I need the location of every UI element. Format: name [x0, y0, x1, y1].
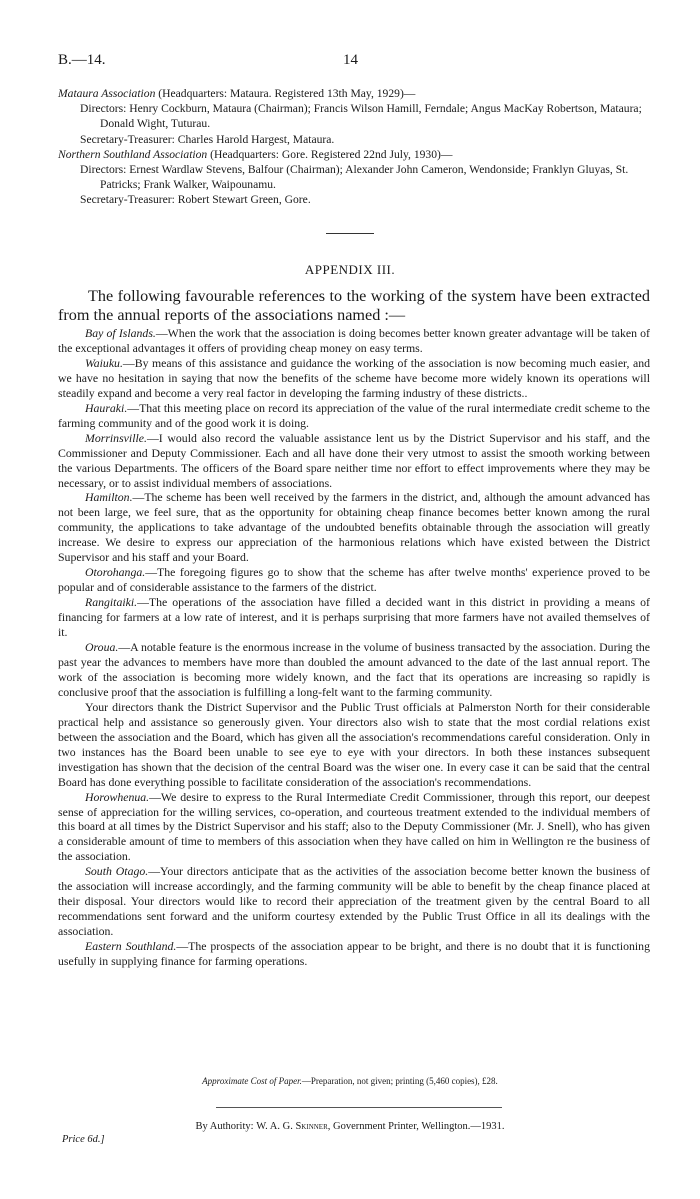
reference-paragraph: Waiuku.—By means of this assistance and guidance the working of the association is now becoming much easier, and we have no hesitation in saying that now the benefits of the scheme have become more widely known its operations will steadily expand and become a very real factor in developing the farming industry of these districts.. — [58, 355, 650, 400]
reference-paragraph: Eastern Southland.—The prospects of the association appear to be bright, and there is no doubt that it is functioning usefully in supplying finance for farming operations. — [58, 939, 650, 969]
reference-paragraph: Your directors thank the District Supervisor and the Public Trust officials at Palmerston North for their considerable practical help and assistance so generously given. Your directors also wish to state that the most cordial relations exist between the association and the Board, which has given all the association's recommendations careful consideration. Only in two instances has the Board been unable to see eye to eye with your directors. In both these instances subsequent investigation has shown that the decision of the central Board was the wiser one. In every case it can be said that the central Board has done everything possible to facilitate consideration of the association's recommendations. — [58, 699, 650, 789]
association-listings — [58, 86, 653, 208]
page-number: 14 — [343, 52, 358, 68]
printer-authority-line: By Authority: W. A. G. Skinner, Government Printer, Wellington.—1931. — [195, 1121, 505, 1132]
price-label: Price 6d.] — [62, 1134, 105, 1145]
report-reference: B.—14. — [58, 52, 106, 68]
reference-paragraph: Bay of Islands.—When the work that the association is doing becomes better known greater advantage will be taken of the exceptional advantages it offers of providing cheap money on easy terms. — [58, 326, 650, 355]
reference-paragraph: Hamilton.—The scheme has been well received by the farmers in the district, and, although the amount advanced has not been large, we feel sure, that as the opportunity for obtaining cheap finance becomes better known among the rural community, the applications to take advantage of the undoubted benefits obtainable through the association will greatly increase. We desire to express our appreciation of the harmonious relations which have existed between the District Supervisor and his staff and your Board. — [58, 490, 650, 565]
reference-paragraph: Oroua.—A notable feature is the enormous increase in the volume of business transacted by the association. During the past year the advances to members have more than doubled the amount advanced to the date of the last annual report. The work of the association is becoming more widely known, and the fact that its operations are increasing so rapidly is conclusive proof that the association is fulfilling a long-felt want to the farming community. — [58, 640, 650, 699]
reference-paragraph: South Otago.—Your directors anticipate that as the activities of the association become better known the business of the association will increase accordingly, and the farming community will be able to benefit by the cheap finance placed at their disposal. Your directors would like to record their appreciation of the treatment given by the central Board to all recommendations sent forward and the uniform courtesy extended by the Public Trust Office in all its dealings with the association. — [58, 864, 650, 939]
association-directors-northern-southland: Directors: Ernest Wardlaw Stevens, Balfour (Chairman); Alexander John Cameron, Wendonside; Franklyn Gluyas, St. Patricks; Frank Walker, Waipounamu. — [80, 163, 629, 192]
reference-paragraph: Otorohanga.—The foregoing figures go to show that the scheme has after twelve months' experience proved to be popular and of considerable assistance to the farmers of the district. — [58, 565, 650, 595]
association-secretary-mataura: Secretary-Treasurer: Charles Harold Hargest, Mataura. — [80, 132, 335, 146]
cost-of-paper-note: Approximate Cost of Paper.—Preparation, not given; printing (5,460 copies), £28. — [202, 1076, 498, 1086]
reference-paragraph: Rangitaiki.—The operations of the association have filled a decided want in this district in providing a means of financing for farmers at a low rate of interest, and it is perhaps surprising that more farmers have not availed themselves of it. — [58, 595, 650, 640]
footer-divider — [216, 1107, 502, 1108]
association-heading-northern-southland: Northern Southland Association (Headquarters: Gore. Registered 22nd July, 1930)— — [58, 147, 453, 161]
appendix-title: APPENDIX III. — [304, 262, 396, 277]
reference-paragraph: Hauraki.—That this meeting place on record its appreciation of the value of the rural intermediate credit scheme to the farming community and of the good work it is doing. — [58, 400, 650, 430]
association-directors-mataura: Directors: Henry Cockburn, Mataura (Chairman); Francis Wilson Hamill, Ferndale; Angus MacKay Robertson, Mataura; Donald Wight, Tuturau. — [80, 102, 642, 131]
association-heading-mataura: Mataura Association (Headquarters: Mataura. Registered 13th May, 1929)— — [58, 87, 416, 100]
references-body — [58, 326, 650, 969]
appendix-intro: The following favourable references to the working of the system have been extracted from the annual reports of the associations named :— — [58, 287, 650, 324]
reference-paragraph: Horowhenua.—We desire to express to the Rural Intermediate Credit Commissioner, through this report, our deepest sense of appreciation for the willing services, co-operation, and courteous treatment extended to the individual members of this board at all times by the District Supervisor and his staff; also to the Deputy Commissioner (Mr. J. Snell), who has given a considerable amount of time to members of this association when they have called on him in Wellington re the business of the association. — [58, 789, 650, 864]
reference-paragraph: Morrinsville.—I would also record the valuable assistance lent us by the District Supervisor and his staff, and the Commissioner and Deputy Commissioner. Each and all have done their very utmost to assist the smooth working between the various Departments. The officers of the Board spare neither time nor effort to effect improvements where they may be necessary, or to assist individual members of associations. — [58, 430, 650, 490]
association-secretary-northern-southland: Secretary-Treasurer: Robert Stewart Green, Gore. — [80, 193, 311, 207]
section-divider — [326, 233, 374, 234]
